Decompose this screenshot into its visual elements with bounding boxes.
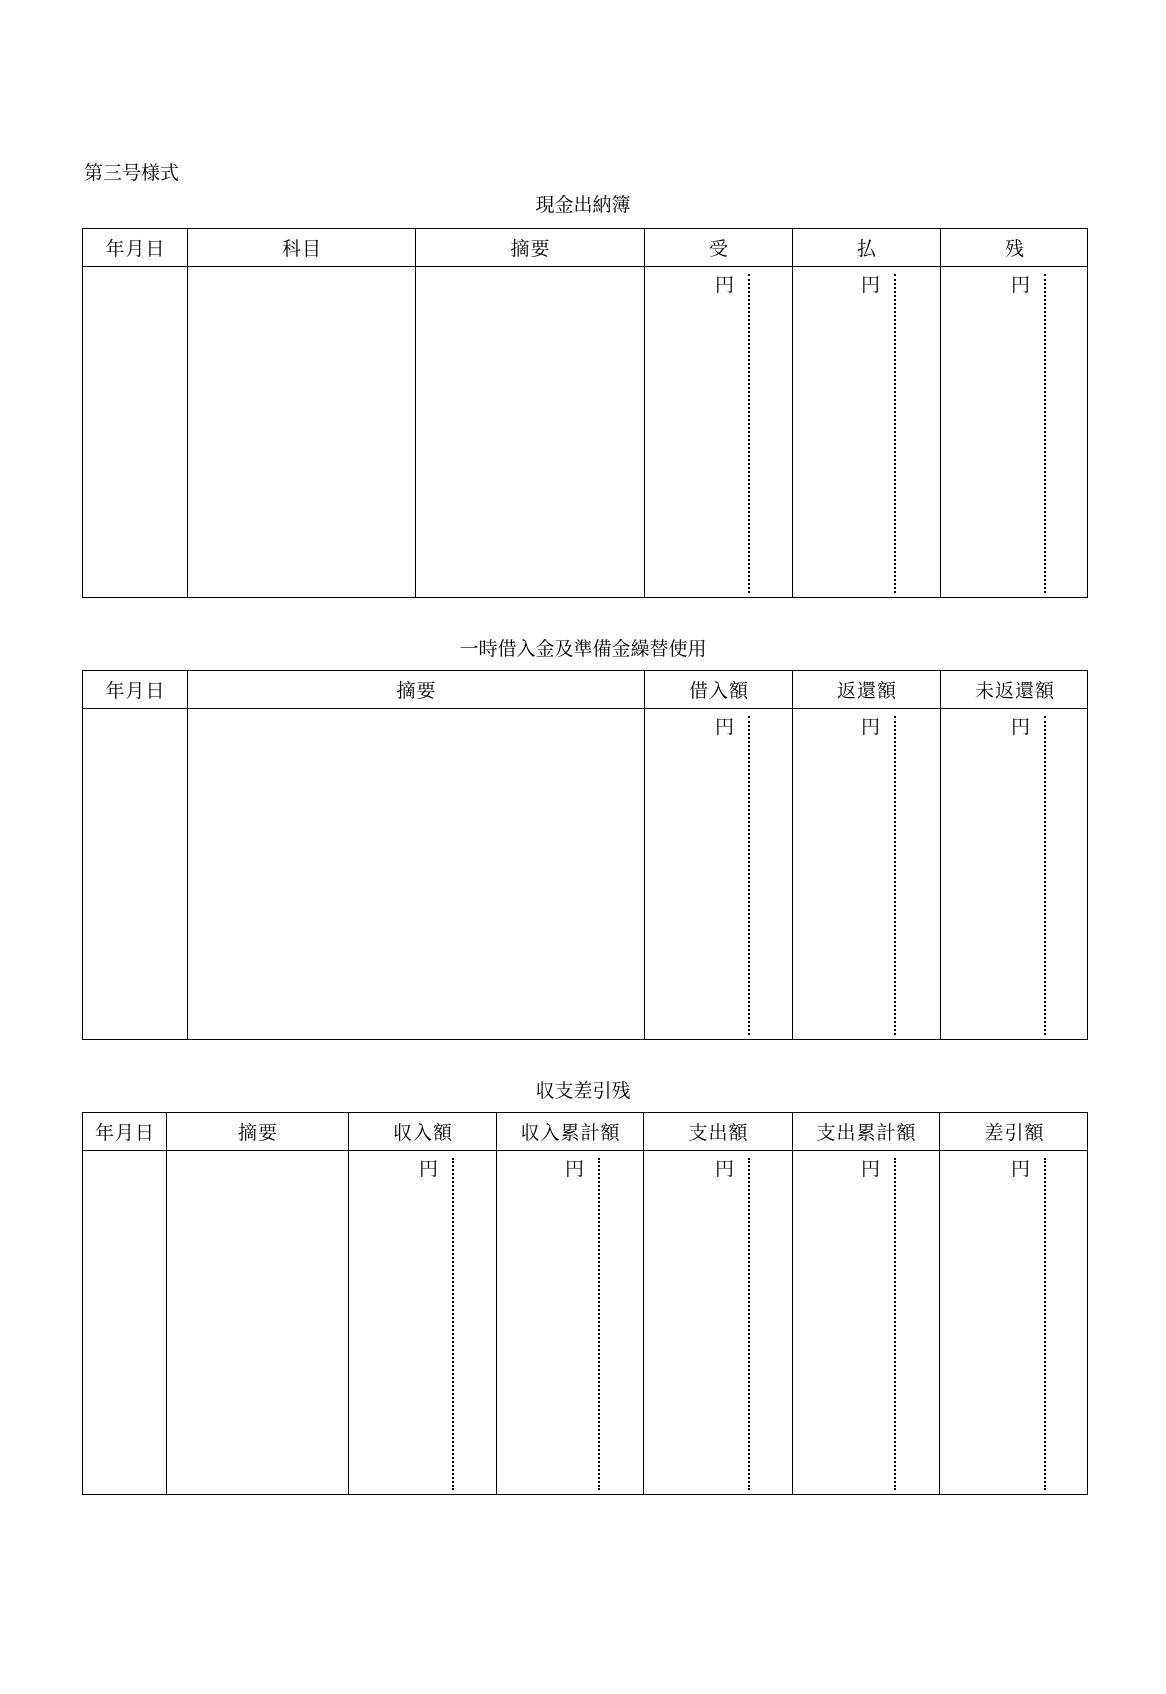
column-header: 借入額 [688, 680, 749, 702]
column-header: 摘要 [237, 1122, 278, 1144]
sen-divider-dotted [894, 274, 896, 593]
sen-divider-dotted [1044, 1158, 1046, 1490]
yen-unit-label: 円 [1011, 716, 1031, 738]
yen-unit-label: 円 [861, 274, 881, 296]
column-header: 受 [708, 238, 729, 260]
cash-ledger-title: 現金出納簿 [535, 194, 631, 216]
column-header: 摘要 [396, 680, 437, 702]
column-header: 年月日 [94, 1122, 155, 1144]
cash-ledger-header-row [83, 229, 1087, 267]
column-header: 未返還額 [974, 680, 1055, 702]
column-divider [792, 1113, 793, 1494]
yen-unit-label: 円 [1011, 1158, 1031, 1180]
yen-unit-label: 円 [861, 1158, 881, 1180]
column-divider [792, 229, 793, 597]
yen-unit-label: 円 [715, 716, 735, 738]
column-header: 残 [1004, 238, 1025, 260]
column-divider [187, 229, 188, 597]
sen-divider-dotted [1044, 716, 1046, 1035]
column-header: 払 [856, 238, 877, 260]
column-divider [940, 671, 941, 1039]
yen-unit-label: 円 [715, 274, 735, 296]
column-header: 差引額 [984, 1122, 1045, 1144]
yen-unit-label: 円 [1011, 274, 1031, 296]
form-label: 第三号様式 [84, 162, 180, 184]
column-divider [643, 1113, 644, 1494]
column-divider [939, 1113, 940, 1494]
column-header: 摘要 [510, 238, 551, 260]
column-header: 科目 [281, 238, 322, 260]
column-divider [940, 229, 941, 597]
sen-divider-dotted [894, 716, 896, 1035]
column-header: 返還額 [836, 680, 897, 702]
yen-unit-label: 円 [419, 1158, 439, 1180]
yen-unit-label: 円 [565, 1158, 585, 1180]
column-divider [415, 229, 416, 597]
column-header: 支出累計額 [816, 1122, 917, 1144]
sen-divider-dotted [748, 716, 750, 1035]
sen-divider-dotted [598, 1158, 600, 1490]
column-divider [644, 229, 645, 597]
column-header: 支出額 [688, 1122, 749, 1144]
temp-borrowing-ledger-header-row [83, 671, 1087, 709]
column-header: 年月日 [105, 680, 166, 702]
sen-divider-dotted [748, 1158, 750, 1490]
yen-unit-label: 円 [861, 716, 881, 738]
column-divider [187, 671, 188, 1039]
column-divider [348, 1113, 349, 1494]
column-divider [792, 671, 793, 1039]
temp-borrowing-ledger-title: 一時借入金及準備金繰替使用 [459, 638, 707, 660]
sen-divider-dotted [748, 274, 750, 593]
temp-borrowing-ledger-table [82, 670, 1088, 1040]
column-divider [166, 1113, 167, 1494]
sen-divider-dotted [1044, 274, 1046, 593]
sen-divider-dotted [894, 1158, 896, 1490]
balance-ledger-title: 収支差引残 [535, 1080, 631, 1102]
column-divider [496, 1113, 497, 1494]
yen-unit-label: 円 [715, 1158, 735, 1180]
column-divider [644, 671, 645, 1039]
balance-ledger-table [82, 1112, 1088, 1495]
column-header: 収入額 [392, 1122, 453, 1144]
column-header: 年月日 [105, 238, 166, 260]
sen-divider-dotted [452, 1158, 454, 1490]
balance-ledger-header-row [83, 1113, 1087, 1151]
column-header: 収入累計額 [520, 1122, 621, 1144]
cash-ledger-table [82, 228, 1088, 598]
